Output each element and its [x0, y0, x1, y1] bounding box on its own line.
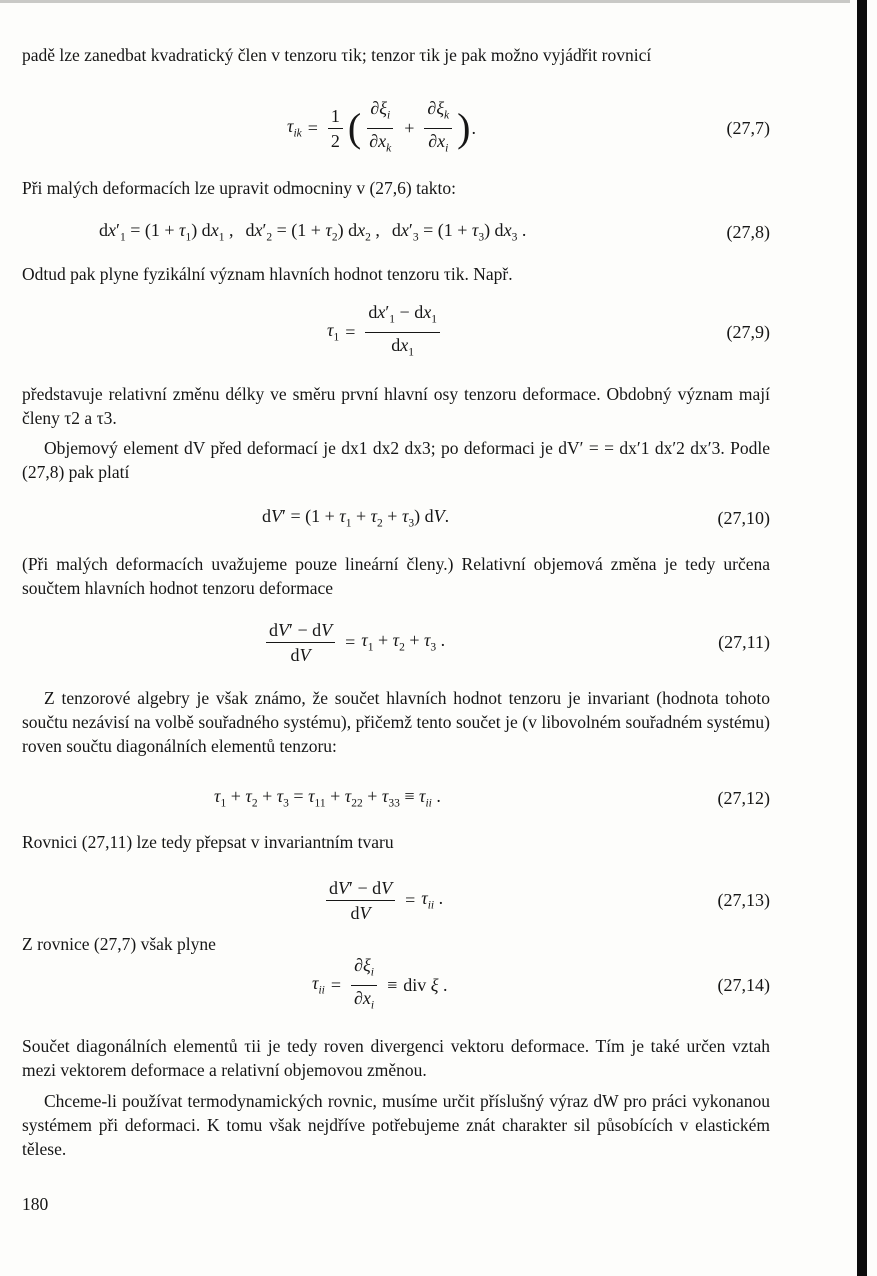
equation-number: (27,8)	[726, 222, 770, 242]
paragraph-6	[22, 552, 770, 600]
paragraph-5	[22, 436, 770, 484]
page-edge-shadow	[0, 0, 850, 3]
equation-27-14: $\tau_{ii}$ = $\frac{\partial\xi_i}{\partial x_i}$ ≡ div ξ . (27,14)	[22, 955, 770, 1015]
paragraph-5-text: Objemový element dV před deformací je dx1 dx2 dx3; po deformaci je dV′ = = dx′1 dx′2 dx′3. Podle (27,8) pak platí	[22, 438, 770, 482]
book-spine-shadow	[857, 0, 867, 1276]
paragraph-10-text: Součet diagonálních elementů τii je tedy roven divergenci vektoru deformace. Tím je také určen vztah mezi vektorem deformace a relativní objemovou změnou.	[22, 1036, 770, 1080]
equation-number: (27,14)	[717, 975, 770, 995]
paragraph-6-text: (Při malých deformacích uvažujeme pouze lineární členy.) Relativní objemová změna je tedy určena součtem hlavních hodnot tenzoru deformace	[22, 554, 770, 598]
equation-number: (27,11)	[718, 632, 770, 652]
equation-27-10: $dV' = (1 + \tau_1 + \tau_2 + \tau_3)$ dV. (27,10)	[22, 488, 770, 548]
paragraph-1	[22, 43, 770, 67]
paragraph-3	[22, 262, 770, 286]
page-number: 180	[22, 1194, 49, 1214]
paragraph-8-text: Rovnici (27,11) lze tedy přepsat v invariantním tvaru	[22, 832, 394, 852]
paragraph-4	[22, 382, 770, 430]
paragraph-7-text: Z tenzorové algebry je však známo, že součet hlavních hodnot tenzoru je invariant (hodnota tohoto součtu nezávisí na volbě souřadného systému), přičemž tento součet je (v libovolném souřadném systému) roven součtu diagonálních elementů tenzoru:	[22, 688, 770, 756]
equation-27-12: $\tau_1 + \tau_2 + \tau_3 = \tau_{11} + \tau_{22} + \tau_{33} \equiv \tau_{ii}$ . (27,12)	[22, 768, 770, 828]
equation-number: (27,10)	[717, 508, 770, 528]
equation-27-8: $dx'_1 = (1 + \tau_1)$ $dx_1$ , $dx'_2 = (1 + \tau_2)$ $dx_2$ , $dx'_3 = (1 + \tau_3)$ $dx_3$ . (27,8)	[22, 202, 770, 262]
paragraph-10	[22, 1034, 770, 1082]
paragraph-9-text: Z rovnice (27,7) však plyne	[22, 934, 216, 954]
paragraph-11-text: Chceme-li používat termodynamických rovnic, musíme určit příslušný výraz dW pro práci vykonanou systémem při deformaci. K tomu však nejdříve potřebujeme znát charakter sil působících v elastickém tělese.	[22, 1091, 770, 1159]
paragraph-2	[22, 176, 770, 200]
paragraph-7	[22, 686, 770, 758]
equation-number: (27,12)	[717, 788, 770, 808]
paragraph-3-text: Odtud pak plyne fyzikální význam hlavních hodnot tenzoru τik. Např.	[22, 264, 513, 284]
paragraph-2-text: Při malých deformacích lze upravit odmocniny v (27,6) takto:	[22, 178, 456, 198]
paragraph-11	[22, 1089, 770, 1161]
paragraph-1-text: padě lze zanedbat kvadratický člen v tenzoru τik; tenzor τik je pak možno vyjádřit rovnicí	[22, 45, 652, 65]
equation-number: (27,9)	[726, 322, 770, 342]
equation-number: (27,7)	[726, 118, 770, 138]
equation-number: (27,13)	[717, 890, 770, 910]
equation-27-13: $\frac{dV' - dV}{dV}$ = $\tau_{ii}$ . (27,13)	[22, 870, 770, 930]
paragraph-8	[22, 830, 770, 854]
paragraph-4-text: představuje relativní změnu délky ve směru první hlavní osy tenzoru deformace. Obdobný význam mají členy τ2 a τ3.	[22, 384, 770, 428]
equation-27-9: $\tau_1$ = $\frac{dx'_1 - dx_1}{dx_1}$ (27,9)	[22, 302, 770, 362]
equation-27-7: $\tau_{ik}$ = $\frac{1}{2}$ ( $\frac{\partial\xi_i}{\partial x_k}$ + $\frac{\partial\xi_k}{\partial x_i}$ ) . (27,7)	[22, 98, 770, 158]
paragraph-9	[22, 932, 770, 956]
equation-27-11: $\frac{dV' - dV}{dV}$ = $\tau_1 + \tau_2 + \tau_3$ . (27,11)	[22, 612, 770, 672]
